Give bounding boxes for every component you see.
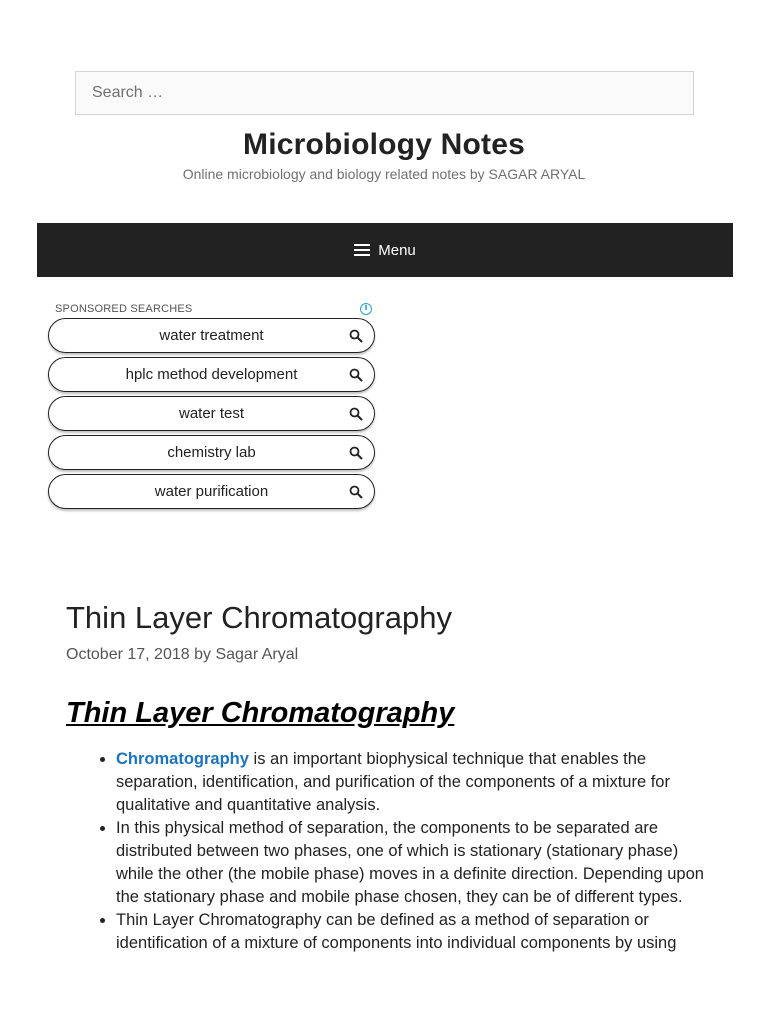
site-title[interactable]: Microbiology Notes <box>243 128 525 161</box>
sponsored-searches <box>48 300 376 513</box>
article-date-link[interactable]: October 17, 2018 <box>66 646 190 663</box>
author-link[interactable]: Sagar Aryal <box>215 646 299 663</box>
list-item <box>116 909 706 955</box>
list-item-text: In this physical method of separation, the components to be separated are distributed between two phases, one of which is stationary (stationary phase) while the other (the mobile phase) moves in a definite direction. Depending upon the stationary phase and mobile phase chosen, they can be of different types. <box>116 819 704 906</box>
search-icon <box>349 407 363 421</box>
chromatography-link[interactable]: Chromatography <box>116 750 249 768</box>
search-icon <box>349 329 363 343</box>
sponsored-label: SPONSORED SEARCHES <box>55 303 193 315</box>
menu-toggle-button[interactable] <box>354 242 416 259</box>
sponsored-header <box>48 300 376 318</box>
info-icon[interactable]: i <box>360 303 372 315</box>
article-title: Thin Layer Chromatography <box>66 600 452 635</box>
sponsored-search-label: hplc method development <box>125 366 298 383</box>
hamburger-icon <box>354 244 370 256</box>
list-item-text: Thin Layer Chromatography can be defined as a method of separation or identification of a mixture of components into individual components by using <box>116 911 677 952</box>
content-heading: Thin Layer Chromatography <box>66 697 455 729</box>
menu-label: Menu <box>378 241 416 259</box>
search-icon <box>349 485 363 499</box>
main-navigation <box>37 223 733 277</box>
site-tagline: Online microbiology and biology related notes by SAGAR ARYAL <box>182 166 586 182</box>
content-bullet-list <box>66 748 706 955</box>
search-box[interactable] <box>75 71 694 115</box>
sponsored-search-label: water treatment <box>159 327 264 344</box>
list-item <box>116 748 706 817</box>
search-input[interactable] <box>76 72 693 114</box>
search-icon <box>349 446 363 460</box>
sponsored-search-item[interactable] <box>48 357 375 392</box>
list-item <box>116 817 706 909</box>
sponsored-search-label: water test <box>178 405 245 422</box>
sponsored-search-item[interactable] <box>48 435 375 470</box>
list-item-text: is an important biophysical technique that enables the separation, identification, and purification of the components of a mixture for qualitative and quantitative analysis. <box>116 750 670 814</box>
sponsored-search-item[interactable] <box>48 474 375 509</box>
sponsored-search-item[interactable] <box>48 318 375 353</box>
article-meta <box>66 646 298 664</box>
sponsored-search-item[interactable] <box>48 396 375 431</box>
sponsored-search-label: water purification <box>154 483 269 500</box>
search-icon <box>349 368 363 382</box>
sponsored-search-label: chemistry lab <box>167 444 256 461</box>
byline-by: by <box>194 646 211 663</box>
